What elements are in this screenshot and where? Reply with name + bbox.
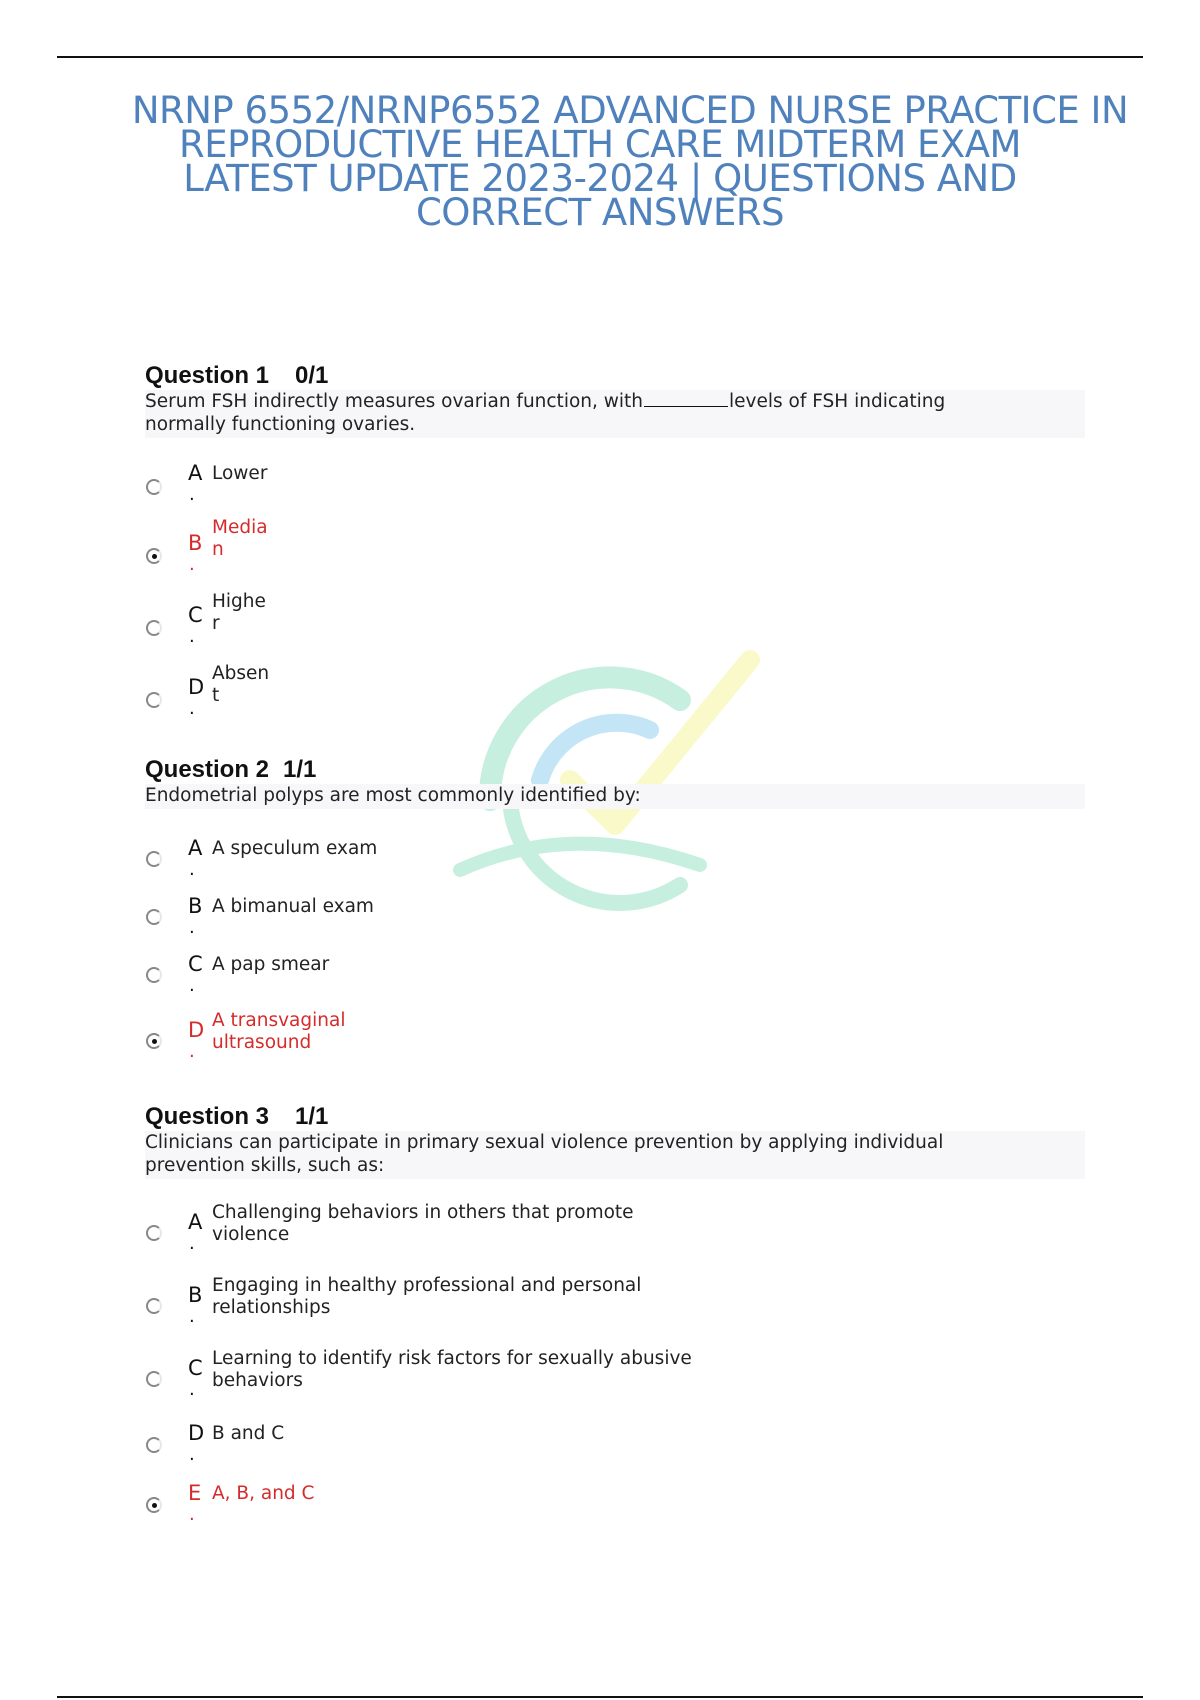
option-dot: . xyxy=(189,1444,195,1465)
radio-button[interactable] xyxy=(146,1225,162,1241)
option-text: Learning to identify risk factors for sexually abusive behaviors xyxy=(212,1348,692,1391)
option-letter: A xyxy=(188,1210,203,1234)
option-letter: C xyxy=(188,952,203,976)
option-letter: A xyxy=(188,461,203,485)
option-letter: A xyxy=(188,836,203,860)
option-letter: E xyxy=(188,1481,202,1505)
option-text: A speculum exam xyxy=(212,838,378,859)
radio-button[interactable] xyxy=(146,479,162,495)
option-dot: . xyxy=(189,698,195,719)
question-score: 0/1 xyxy=(295,362,329,389)
radio-button-selected[interactable] xyxy=(146,548,162,564)
option-b[interactable] xyxy=(145,895,1085,953)
option-c[interactable] xyxy=(145,591,1085,670)
radio-button[interactable] xyxy=(146,1298,162,1314)
option-dot: . xyxy=(189,1233,195,1254)
title-line: NRNP 6552/NRNP6552 ADVANCED NURSE PRACTICE IN xyxy=(131,89,1129,132)
option-letter: B xyxy=(188,531,203,555)
option-letter: B xyxy=(188,894,203,918)
question-score: 1/1 xyxy=(295,1103,329,1130)
title-line: LATEST UPDATE 2023-2024 | QUESTIONS AND xyxy=(183,157,1017,200)
option-text: A transvaginal ultrasound xyxy=(212,1010,346,1053)
option-letter: D xyxy=(188,1421,205,1445)
question-label: Question 3 xyxy=(145,1103,270,1130)
fill-in-blank xyxy=(644,392,728,407)
option-text: B and C xyxy=(212,1423,285,1444)
question-header xyxy=(145,756,1085,784)
bottom-rule xyxy=(57,1696,1143,1698)
option-b[interactable] xyxy=(145,517,1085,598)
option-d[interactable] xyxy=(145,663,1085,734)
question-text-after: levels of FSH indicating normally functioning ovaries. xyxy=(145,391,946,435)
option-dot: . xyxy=(189,917,195,938)
radio-button[interactable] xyxy=(146,1437,162,1453)
option-dot: . xyxy=(189,1379,195,1400)
question-text xyxy=(145,390,1085,438)
option-a[interactable] xyxy=(145,837,1085,895)
radio-button-selected[interactable] xyxy=(146,1497,162,1513)
option-dot: . xyxy=(189,484,195,505)
option-dot: . xyxy=(189,1041,195,1062)
document-title xyxy=(57,89,1143,234)
question-1 xyxy=(145,362,1085,734)
question-text: Endometrial polyps are most commonly identified by: xyxy=(145,784,1085,809)
question-score: 1/1 xyxy=(283,756,317,783)
option-text: Absen t xyxy=(212,663,270,706)
option-dot: . xyxy=(189,554,195,575)
option-text: A pap smear xyxy=(212,954,330,975)
radio-button[interactable] xyxy=(146,851,162,867)
radio-button[interactable] xyxy=(146,692,162,708)
option-dot: . xyxy=(189,859,195,880)
option-text: Engaging in healthy professional and personal relationships xyxy=(212,1275,642,1318)
question-text: Clinicians can participate in primary sexual violence prevention by applying individual prevention skills, such as: xyxy=(145,1131,1085,1179)
question-label: Question 2 xyxy=(145,756,270,783)
top-rule xyxy=(57,56,1143,58)
question-3 xyxy=(145,1103,1085,1542)
option-text: Media n xyxy=(212,517,268,560)
option-b[interactable] xyxy=(145,1276,1085,1349)
option-dot: . xyxy=(189,1504,195,1525)
option-dot: . xyxy=(189,626,195,647)
option-letter: D xyxy=(188,1018,205,1042)
option-e[interactable] xyxy=(145,1482,1085,1542)
option-c[interactable] xyxy=(145,953,1085,1011)
radio-button[interactable] xyxy=(146,909,162,925)
title-line: CORRECT ANSWERS xyxy=(415,191,785,234)
option-a[interactable] xyxy=(145,462,1085,526)
question-text-before: Serum FSH indirectly measures ovarian function, with xyxy=(145,391,644,412)
option-letter: D xyxy=(188,675,205,699)
option-letter: C xyxy=(188,1356,203,1380)
option-letter: B xyxy=(188,1283,203,1307)
radio-button[interactable] xyxy=(146,967,162,983)
option-c[interactable] xyxy=(145,1349,1085,1422)
radio-button[interactable] xyxy=(146,1371,162,1387)
radio-button-selected[interactable] xyxy=(146,1033,162,1049)
option-dot: . xyxy=(189,975,195,996)
title-line: REPRODUCTIVE HEALTH CARE MIDTERM EXAM xyxy=(179,123,1021,166)
question-header xyxy=(145,1103,1085,1131)
option-dot: . xyxy=(189,1306,195,1327)
question-label: Question 1 xyxy=(145,362,270,389)
option-text: A, B, and C xyxy=(212,1483,315,1504)
option-a[interactable] xyxy=(145,1203,1085,1276)
option-text: Challenging behaviors in others that promote violence xyxy=(212,1202,634,1245)
radio-button[interactable] xyxy=(146,620,162,636)
option-text: A bimanual exam xyxy=(212,896,374,917)
option-d[interactable] xyxy=(145,1422,1085,1482)
option-letter: C xyxy=(188,603,203,627)
question-header xyxy=(145,362,1085,390)
question-2 xyxy=(145,756,1085,1075)
option-text: Highe r xyxy=(212,591,266,634)
option-d[interactable] xyxy=(145,1011,1085,1075)
option-text: Lower xyxy=(212,463,268,484)
